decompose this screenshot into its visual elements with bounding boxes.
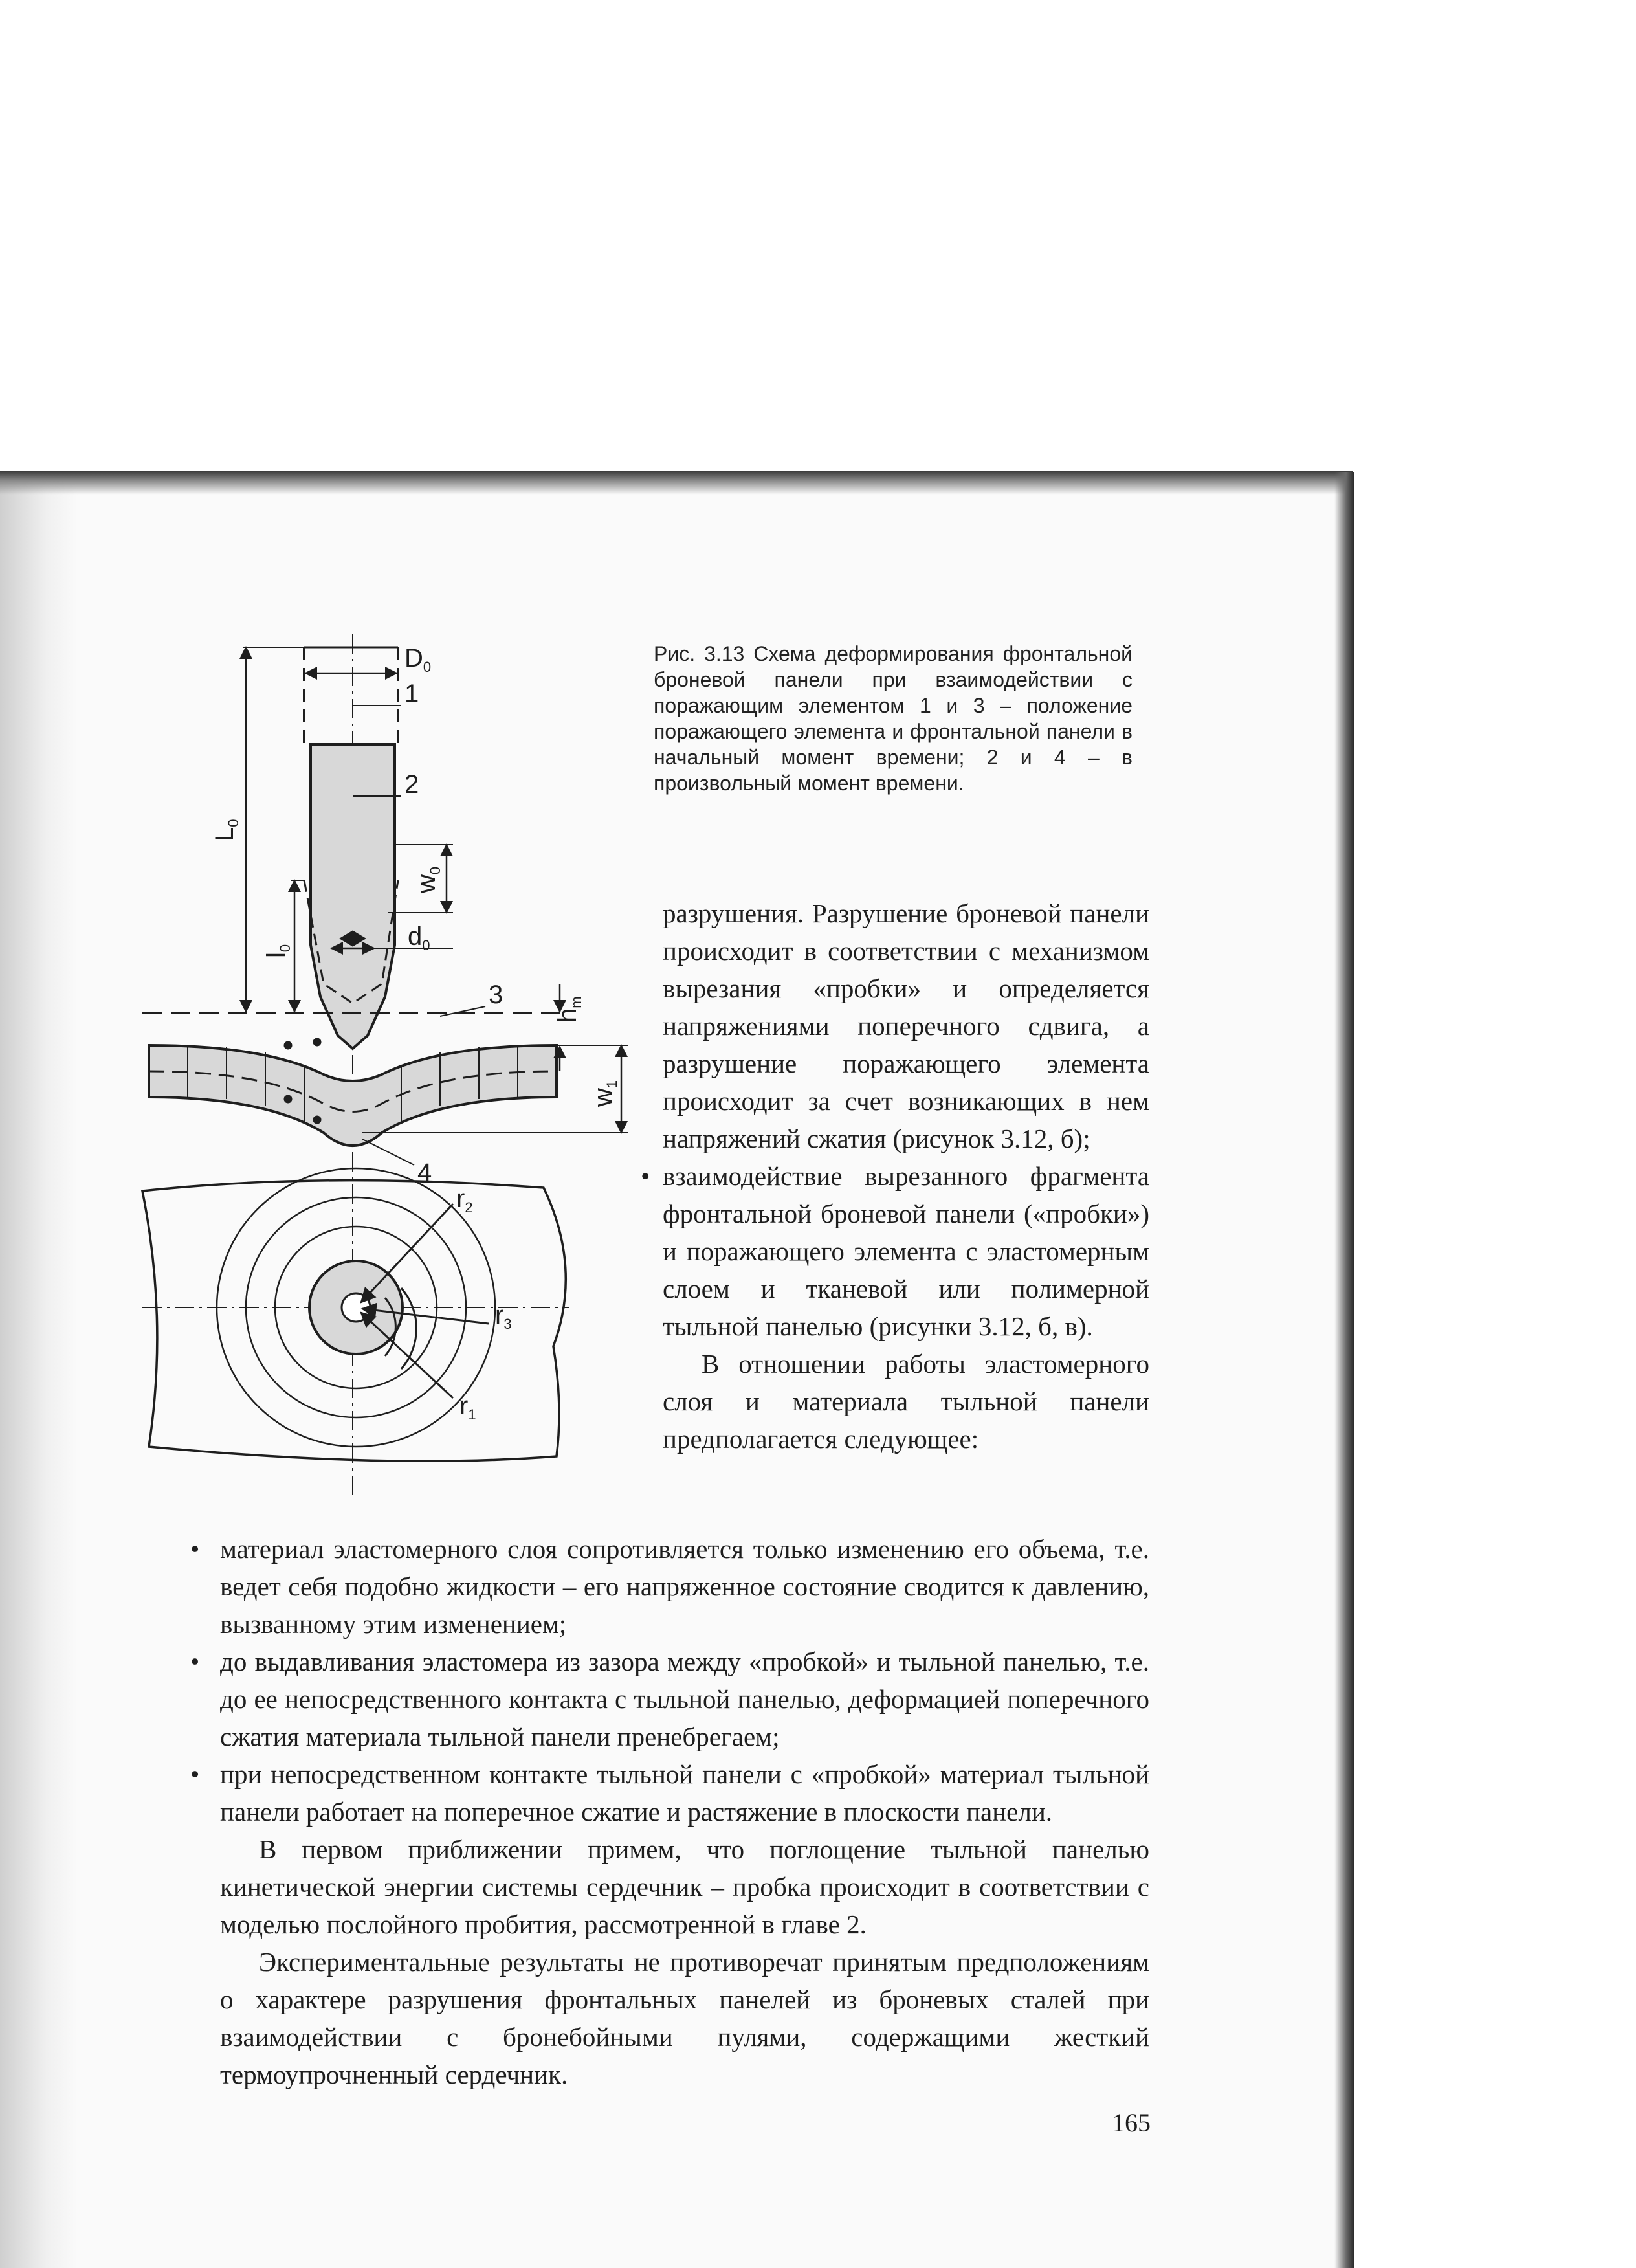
- bullet-item: • при непосредственном контакте тыльной панели с «пробкой» материал тыльной панели работает на поперечное сжатие и растяжение в плоскости панели.: [220, 1755, 1149, 1830]
- page-right-edge: [1334, 472, 1354, 2268]
- page-number: 165: [1112, 2108, 1151, 2137]
- label-1: 1: [404, 680, 419, 708]
- page-top-edge: [0, 471, 1353, 495]
- figure-labels: [210, 644, 620, 1423]
- label-w0: $w_0$: [412, 866, 443, 893]
- paragraph-continuation: разрушения. Разрушение броневой панели происходит в соответствии с механизмом вырезания «пробки» и определяется напряжениями поперечного сдвига, а разрушение поражающего элемента происходит за счет возникающих в нем напряжений сжатия (рисунок 3.12, б);: [663, 898, 1149, 1153]
- paragraph: В первом приближении примем, что поглощение тыльной панелью кинетической энергии системы сердечник – пробка происходит в соответствии с моделью послойного пробития, рассмотренной в главе 2.: [220, 1834, 1149, 1939]
- paragraph: Экспериментальные результаты не противоречат принятым предположениям о характере разрушения фронтальных панелей из броневых сталей при взаимодействии с бронебойными пулями, содержащими жесткий термоупрочненный сердечник.: [220, 1947, 1149, 2089]
- label-3: 3: [489, 981, 503, 1009]
- bullet-item: • материал эластомерного слоя сопротивляется только изменению его объема, т.е. ведет себя подобно жидкости – его напряженное состояние сводится к давлению, вызванному этим изменением;: [220, 1530, 1149, 1643]
- figure-3-13: [129, 621, 647, 1502]
- label-2: 2: [404, 770, 419, 799]
- deformation-diagram: [129, 621, 647, 1502]
- label-L0: $L_0$: [210, 819, 241, 841]
- label-r3: $r_3$: [495, 1301, 512, 1332]
- side-view: [142, 634, 628, 1495]
- spine-shadow: [0, 472, 78, 2268]
- label-hm: $h_m$: [553, 996, 584, 1023]
- label-w1: $w_1$: [589, 1080, 620, 1107]
- bullet-item: • до выдавливания эластомера из зазора между «пробкой» и тыльной панелью, т.е. до ее непосредственного контакта с тыльной панелью, деформацией поперечного сжатия материала тыльной панели пренебрегаем;: [220, 1643, 1149, 1755]
- label-r2: $r_2$: [456, 1184, 473, 1216]
- label-D0: $D_0$: [404, 644, 432, 675]
- narrow-text-column: [663, 895, 1149, 1458]
- figure-caption: Рис. 3.13 Схема деформирования фронтальной броневой панели при взаимодействии с поражающим элементом 1 и 3 – положение поражающего элемента и фронтальной панели в начальный момент времени; 2 и 4 – в произвольный момент времени.: [654, 642, 1133, 795]
- bullet-item: • взаимодействие вырезанного фрагмента фронтальной броневой панели («пробки») и поражающего элемента с эластомерным слоем и тканевой или полимерной тыльной панелью (рисунки 3.12, б, в).: [663, 1157, 1149, 1345]
- label-r1: $r_1$: [459, 1392, 476, 1423]
- wide-text-column: [220, 1530, 1149, 2093]
- plan-view: [142, 1168, 569, 1461]
- label-l0: $l_0$: [262, 944, 293, 958]
- paragraph: В отношении работы эластомерного слоя и материала тыльной панели предполагается следующее:: [663, 1349, 1149, 1454]
- label-d0: $d_0$: [408, 922, 430, 953]
- penetrator-current: [311, 744, 395, 1049]
- label-4: 4: [417, 1159, 432, 1187]
